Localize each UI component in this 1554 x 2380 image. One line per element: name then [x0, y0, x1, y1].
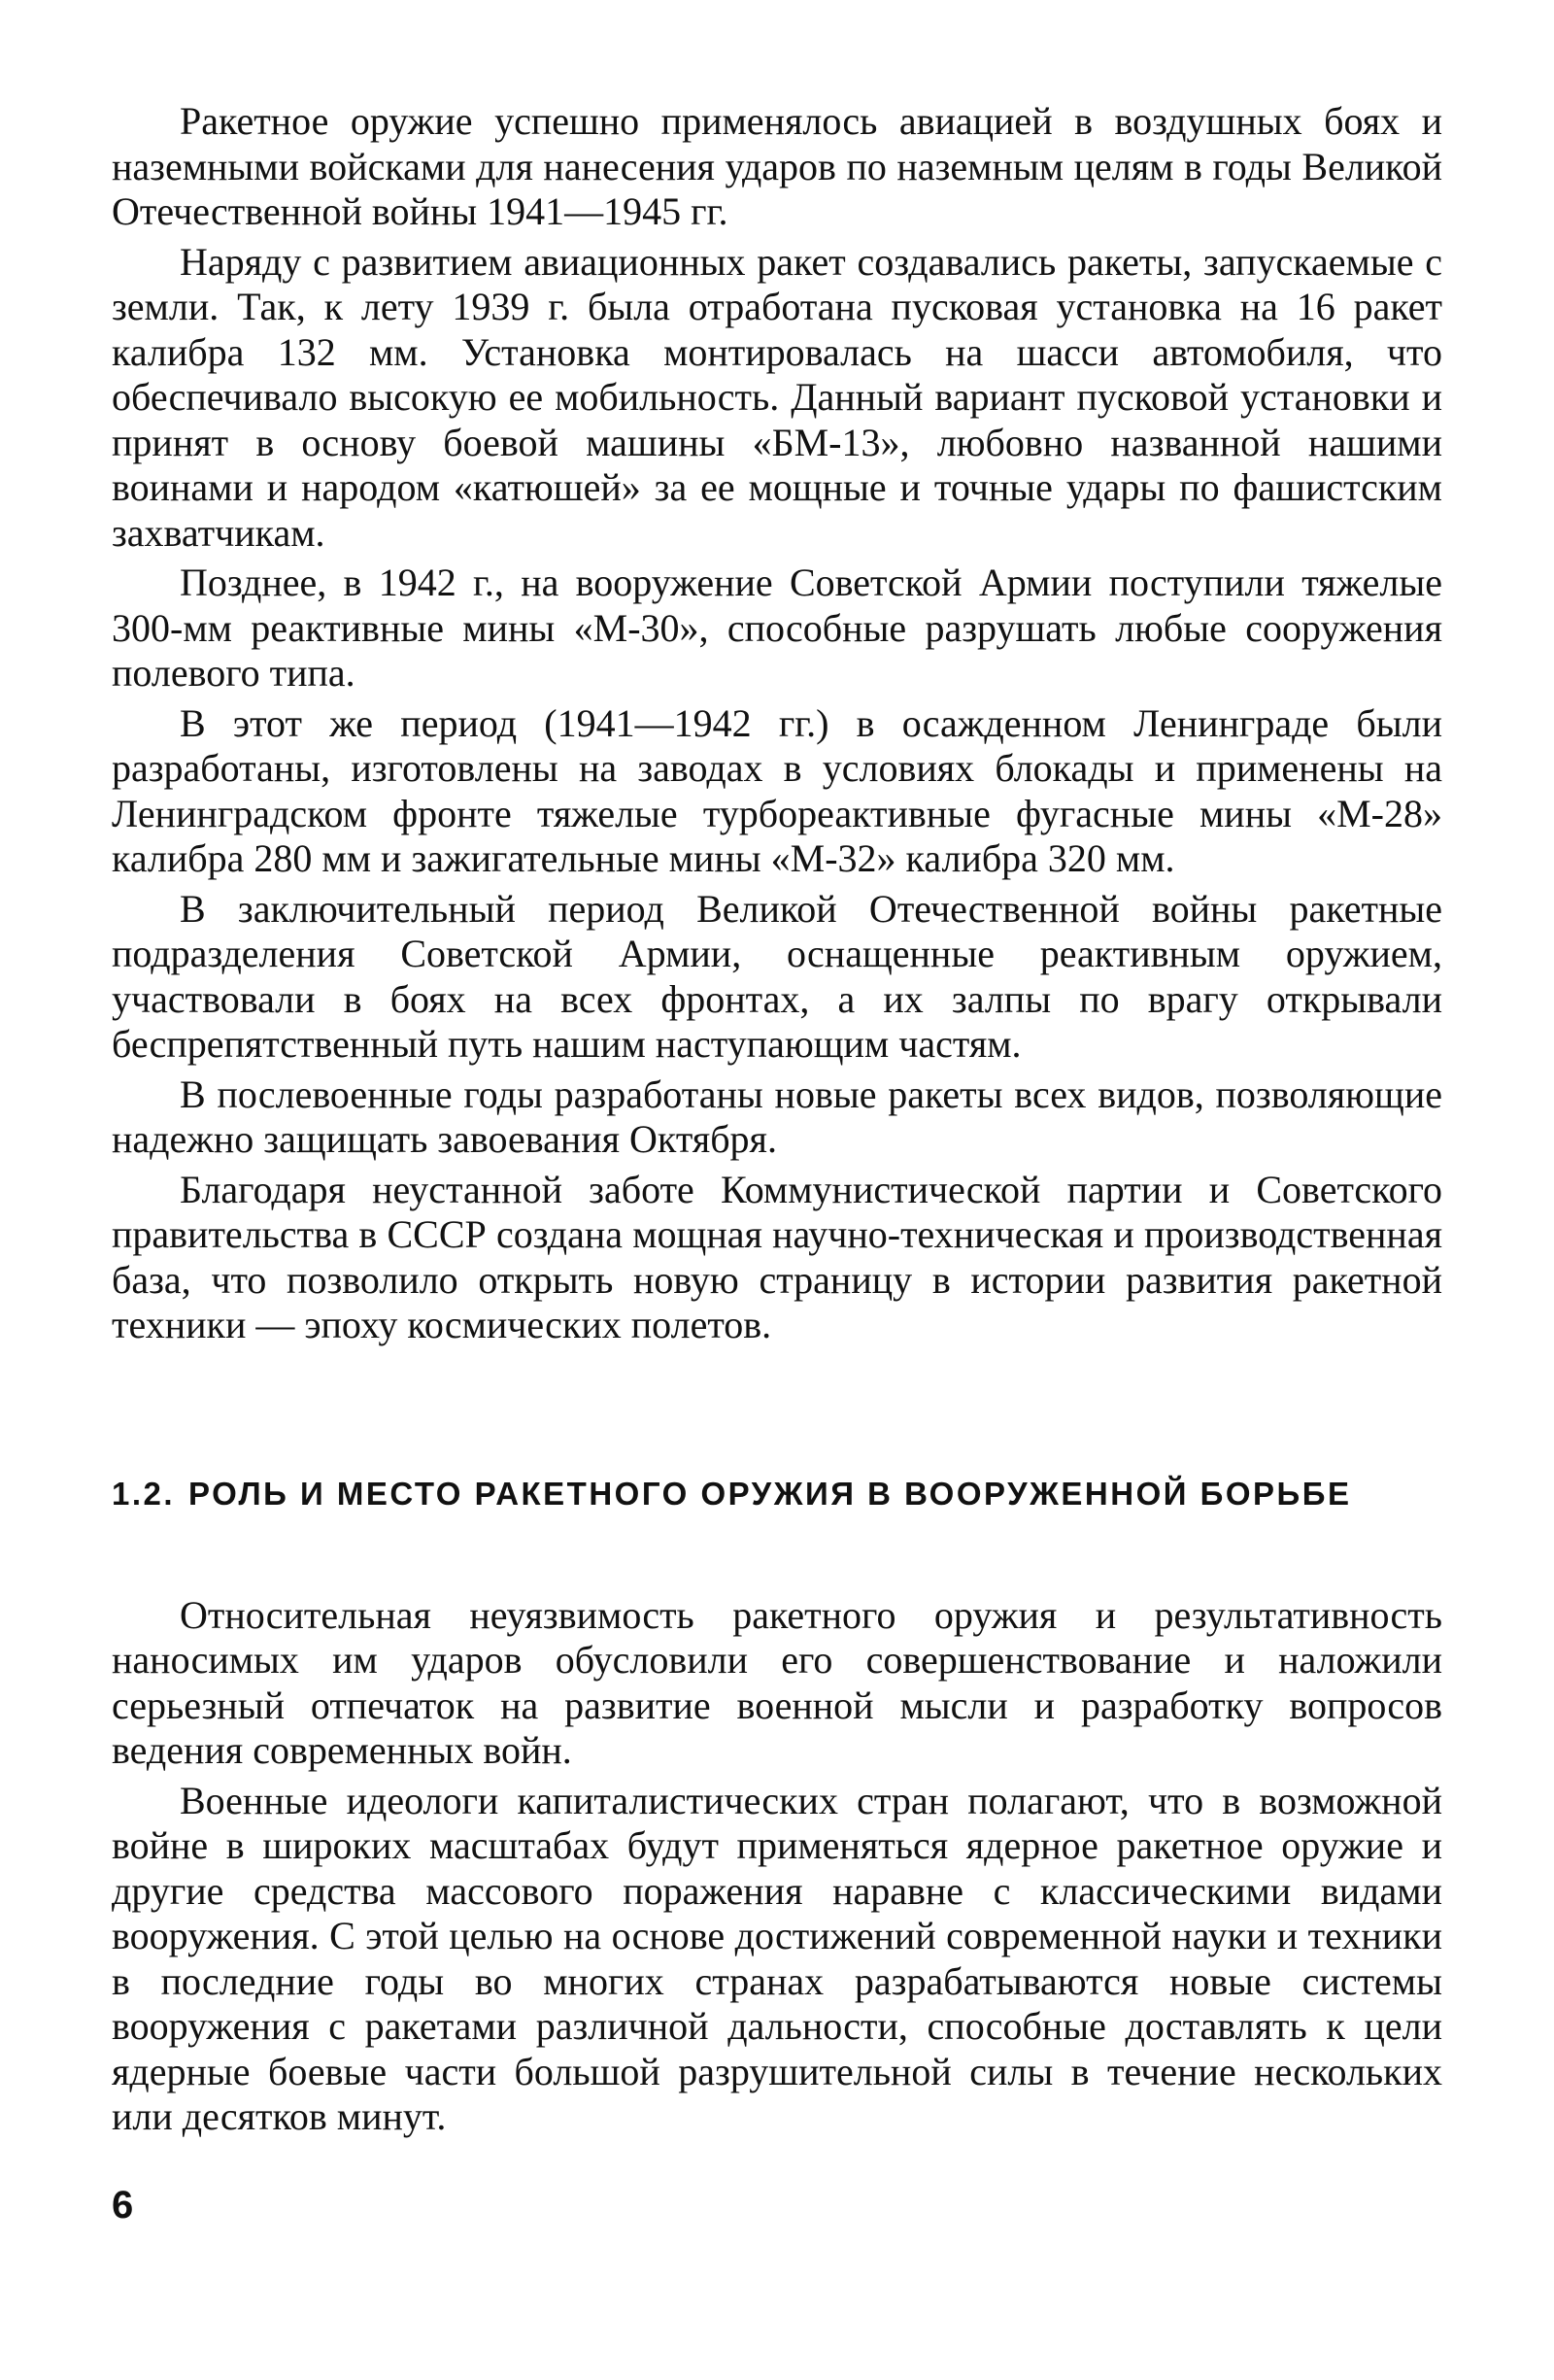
page-number: 6: [112, 2184, 134, 2227]
paragraph-leningrad-mines: В этот же период (1941—1942 гг.) в осажденном Ленинграде были разработаны, изготовлены на заводах в условиях блокады и применены на Ленинградском фронте тяжелые турбореактивные фугасные мины «М-28» калибра 280 мм и зажигательные мины «М-32» калибра 320 мм.: [112, 700, 1442, 880]
paragraph-postwar: В послевоенные годы разработаны новые ракеты всех видов, позволяющие надежно защищать завоевания Октября.: [112, 1071, 1442, 1161]
paragraph-rocket-use-ww2: Ракетное оружие успешно применялось авиацией в воздушных боях и наземными войсками для нанесения ударов по наземным целям в годы Великой Отечественной войны 1941—1945 гг.: [112, 99, 1442, 233]
section-title: РОЛЬ И МЕСТО РАКЕТНОГО ОРУЖИЯ В ВООРУЖЕННОЙ БОРЬБЕ: [188, 1475, 1352, 1512]
paragraph-invulnerability: Относительная неуязвимость ракетного оружия и результативность наносимых им ударов обусловили его совершенствование и наложили серьезный отпечаток на развитие военной мысли и разработку вопросов ведения современных войн.: [112, 1592, 1442, 1772]
section-heading: [112, 1473, 1442, 1515]
paragraph-m30-mines: Позднее, в 1942 г., на вооружение Советской Армии поступили тяжелые 300-мм реактивные мины «М-30», способные разрушать любые сооружения полевого типа.: [112, 561, 1442, 695]
paragraph-final-period: В заключительный период Великой Отечественной войны ракетные подразделения Советской Армии, оснащенные реактивным оружием, участвовали в боях на всех фронтах, а их залпы по врагу открывали беспрепятственный путь нашим наступающим частям.: [112, 886, 1442, 1066]
paragraph-space-era: Благодаря неустанной заботе Коммунистической партии и Советского правительства в СССР создана мощная научно-техническая и производственная база, что позволило открыть новую страницу в истории развития ракетной техники — эпоху космических полетов.: [112, 1167, 1442, 1346]
paragraph-capitalist-ideologists: Военные идеологи капиталистических стран полагают, что в возможной войне в широких масштабах будут применяться ядерное ракетное оружие и другие средства массового поражения наравне с классическими видами вооружения. С этой целью на основе достижений современной науки и техники в последние годы во многих странах разрабатываются новые системы вооружения с ракетами различной дальности, способные доставлять к цели ядерные боевые части большой разрушительной силы в течение нескольких или десятков минут.: [112, 1778, 1442, 2138]
paragraph-bm13-katyusha: Наряду с развитием авиационных ракет создавались ракеты, запускаемые с земли. Так, к лету 1939 г. была отработана пусковая установка на 16 ракет калибра 132 мм. Установка монтировалась на шасси автомобиля, что обеспечивало высокую ее мобильность. Данный вариант пусковой установки и принят в основу боевой машины «БМ-13», любовно названной нашими воинами и народом «катюшей» за ее мощные и точные удары по фашистским захватчикам.: [112, 239, 1442, 555]
section-number: 1.2.: [112, 1475, 176, 1512]
book-page: [112, 99, 1442, 2145]
